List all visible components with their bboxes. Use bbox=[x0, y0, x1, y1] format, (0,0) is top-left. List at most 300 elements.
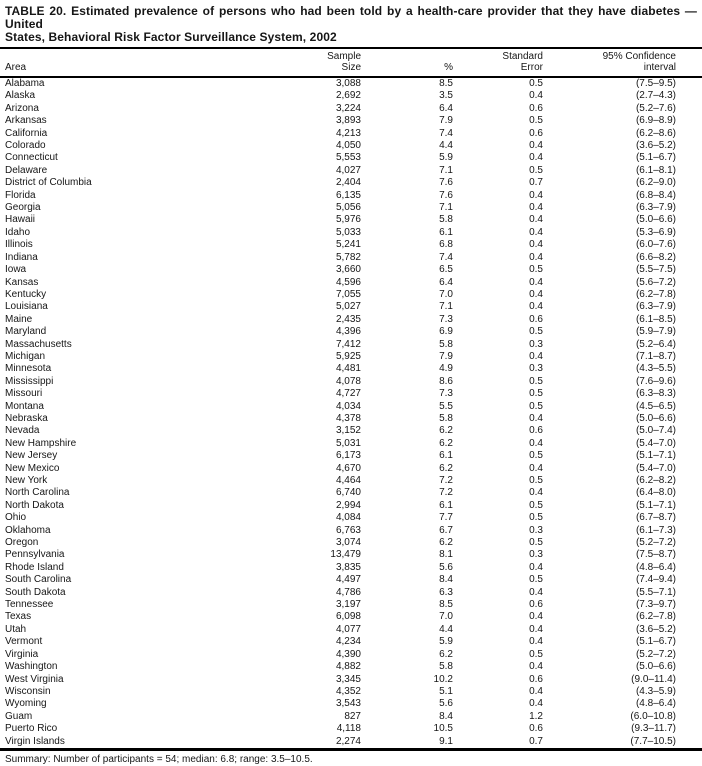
table-row bbox=[0, 512, 702, 524]
column-header-confidence-interval: 95% Confidence interval bbox=[545, 49, 702, 77]
confidence-interval-cell: (5.0–6.6) bbox=[635, 412, 676, 424]
area-cell: Washington bbox=[5, 661, 58, 673]
percent-cell: 7.6 bbox=[439, 189, 453, 201]
table-row bbox=[0, 177, 702, 189]
sample-size-cell: 4,213 bbox=[335, 127, 361, 139]
area-cell: New Mexico bbox=[5, 462, 60, 474]
confidence-interval-cell: (5.9–7.9) bbox=[635, 326, 676, 338]
area-cell: Maine bbox=[5, 313, 33, 325]
table-row bbox=[0, 413, 702, 425]
table-row bbox=[0, 388, 702, 400]
area-cell: Rhode Island bbox=[5, 561, 64, 573]
sample-size-cell: 6,763 bbox=[335, 524, 361, 536]
confidence-interval-cell: (4.5–6.5) bbox=[635, 400, 676, 412]
sample-size-cell: 5,782 bbox=[335, 251, 361, 263]
table-row bbox=[0, 252, 702, 264]
percent-cell: 5.8 bbox=[439, 338, 453, 350]
percent-cell: 6.4 bbox=[439, 276, 453, 288]
area-cell: Louisiana bbox=[5, 301, 48, 313]
table-row bbox=[0, 611, 702, 623]
percent-cell: 8.1 bbox=[439, 549, 453, 561]
standard-error-cell: 0.4 bbox=[529, 685, 543, 697]
sample-size-cell: 4,034 bbox=[335, 400, 361, 412]
table-row bbox=[0, 128, 702, 140]
confidence-interval-cell: (2.7–4.3) bbox=[635, 90, 676, 102]
table-row bbox=[0, 537, 702, 549]
column-header-area: Area bbox=[0, 49, 305, 77]
table-row bbox=[0, 636, 702, 648]
standard-error-cell: 0.5 bbox=[529, 388, 543, 400]
sample-size-cell: 4,727 bbox=[335, 388, 361, 400]
area-cell: Vermont bbox=[5, 636, 43, 648]
sample-size-cell: 4,050 bbox=[335, 140, 361, 152]
percent-cell: 6.1 bbox=[439, 450, 453, 462]
percent-cell: 6.3 bbox=[439, 586, 453, 598]
standard-error-cell: 0.4 bbox=[529, 611, 543, 623]
sample-size-cell: 4,118 bbox=[336, 723, 361, 735]
sample-size-cell: 7,412 bbox=[335, 338, 361, 350]
confidence-interval-cell: (7.5–9.5) bbox=[635, 78, 676, 89]
standard-error-cell: 0.5 bbox=[529, 574, 543, 586]
percent-cell: 6.2 bbox=[439, 648, 453, 660]
percent-cell: 7.0 bbox=[439, 288, 453, 300]
percent-cell: 7.9 bbox=[439, 115, 453, 127]
confidence-interval-cell: (6.1–8.5) bbox=[635, 313, 676, 325]
confidence-interval-cell: (5.2–7.2) bbox=[635, 537, 676, 549]
percent-cell: 6.2 bbox=[439, 462, 453, 474]
standard-error-cell: 0.5 bbox=[529, 375, 543, 387]
standard-error-cell: 0.5 bbox=[529, 648, 543, 660]
area-cell: Illinois bbox=[5, 239, 33, 251]
standard-error-cell: 0.5 bbox=[529, 264, 543, 276]
confidence-interval-cell: (6.3–8.3) bbox=[635, 388, 676, 400]
sample-size-cell: 2,435 bbox=[335, 313, 361, 325]
standard-error-cell: 0.4 bbox=[529, 350, 543, 362]
standard-error-cell: 0.4 bbox=[529, 586, 543, 598]
standard-error-cell: 0.4 bbox=[529, 623, 543, 635]
area-cell: Ohio bbox=[5, 512, 27, 524]
percent-cell: 7.9 bbox=[439, 350, 453, 362]
area-cell: Oregon bbox=[5, 537, 39, 549]
area-cell: Hawaii bbox=[5, 214, 36, 226]
standard-error-cell: 0.5 bbox=[529, 164, 543, 176]
standard-error-cell: 0.5 bbox=[529, 115, 543, 127]
sample-size-cell: 6,135 bbox=[335, 189, 361, 201]
area-cell: Tennessee bbox=[5, 599, 54, 611]
confidence-interval-cell: (6.2–8.6) bbox=[635, 127, 676, 139]
table-row bbox=[0, 525, 702, 537]
sample-size-cell: 4,481 bbox=[335, 363, 361, 375]
area-cell: Arkansas bbox=[5, 115, 47, 127]
standard-error-cell: 1.2 bbox=[529, 710, 543, 722]
sample-size-cell: 3,224 bbox=[335, 102, 361, 114]
table-row bbox=[0, 190, 702, 202]
confidence-interval-cell: (5.1–6.7) bbox=[635, 636, 676, 648]
sample-size-cell: 5,241 bbox=[335, 239, 361, 251]
table-title-line1: TABLE 20. Estimated prevalence of persons who had been told by a health-care provider that they have diabetes — United bbox=[5, 4, 697, 31]
percent-cell: 7.1 bbox=[439, 164, 453, 176]
area-cell: Virgin Islands bbox=[5, 735, 65, 747]
sample-size-cell: 4,786 bbox=[335, 586, 361, 598]
confidence-interval-cell: (5.2–6.4) bbox=[635, 338, 676, 350]
standard-error-cell: 0.3 bbox=[529, 363, 543, 375]
area-cell: Massachusetts bbox=[5, 338, 72, 350]
standard-error-cell: 0.3 bbox=[529, 524, 543, 536]
sample-size-cell: 6,098 bbox=[335, 611, 361, 623]
table-row bbox=[0, 314, 702, 326]
confidence-interval-cell: (6.4–8.0) bbox=[635, 487, 676, 499]
standard-error-cell: 0.5 bbox=[529, 78, 543, 89]
sample-size-cell: 5,553 bbox=[335, 152, 361, 164]
sample-size-cell: 4,670 bbox=[335, 462, 361, 474]
confidence-interval-cell: (6.2–7.8) bbox=[635, 611, 676, 623]
standard-error-cell: 0.6 bbox=[529, 599, 543, 611]
area-cell: Arizona bbox=[5, 102, 39, 114]
confidence-interval-cell: (5.4–7.0) bbox=[635, 437, 676, 449]
confidence-interval-cell: (5.1–7.1) bbox=[635, 499, 676, 511]
confidence-interval-cell: (5.2–7.2) bbox=[635, 648, 676, 660]
confidence-interval-cell: (5.1–7.1) bbox=[635, 450, 676, 462]
area-cell: Michigan bbox=[5, 350, 46, 362]
area-cell: Puerto Rico bbox=[5, 723, 58, 735]
table-row bbox=[0, 562, 702, 574]
area-cell: Wyoming bbox=[5, 698, 47, 710]
percent-cell: 5.1 bbox=[439, 685, 453, 697]
percent-cell: 8.4 bbox=[439, 574, 453, 586]
confidence-interval-cell: (6.8–8.4) bbox=[635, 189, 676, 201]
percent-cell: 6.9 bbox=[439, 326, 453, 338]
percent-cell: 7.2 bbox=[439, 475, 453, 486]
table-row bbox=[0, 686, 702, 698]
sample-size-cell: 4,882 bbox=[335, 661, 361, 673]
percent-cell: 7.2 bbox=[439, 487, 453, 499]
confidence-interval-cell: (5.0–7.4) bbox=[635, 425, 676, 437]
area-cell: California bbox=[5, 127, 48, 139]
standard-error-cell: 0.4 bbox=[529, 288, 543, 300]
header-row bbox=[0, 49, 702, 77]
confidence-interval-cell: (6.3–7.9) bbox=[635, 202, 676, 214]
confidence-interval-cell: (6.9–8.9) bbox=[635, 115, 676, 127]
confidence-interval-cell: (6.2–7.8) bbox=[635, 288, 676, 300]
table-row bbox=[0, 339, 702, 351]
confidence-interval-cell: (4.8–6.4) bbox=[635, 698, 676, 710]
standard-error-cell: 0.4 bbox=[529, 636, 543, 648]
standard-error-cell: 0.4 bbox=[529, 301, 543, 313]
sample-size-cell: 4,596 bbox=[335, 276, 361, 288]
sample-size-cell: 3,835 bbox=[335, 561, 361, 573]
percent-cell: 8.5 bbox=[439, 78, 453, 89]
area-cell: Utah bbox=[5, 623, 27, 635]
standard-error-cell: 0.5 bbox=[529, 499, 543, 511]
area-cell: Guam bbox=[5, 710, 33, 722]
confidence-interval-cell: (6.0–7.6) bbox=[635, 239, 676, 251]
percent-cell: 8.4 bbox=[439, 710, 453, 722]
sample-size-cell: 3,074 bbox=[335, 537, 361, 549]
area-cell: Alaska bbox=[5, 90, 36, 102]
area-cell: Maryland bbox=[5, 326, 47, 338]
sample-size-cell: 6,173 bbox=[335, 450, 361, 462]
table-row bbox=[0, 165, 702, 177]
sample-size-cell: 5,031 bbox=[335, 437, 361, 449]
percent-cell: 3.5 bbox=[439, 90, 453, 102]
standard-error-cell: 0.4 bbox=[529, 226, 543, 238]
table-row bbox=[0, 500, 702, 512]
percent-cell: 8.5 bbox=[439, 599, 453, 611]
confidence-interval-cell: (7.7–10.5) bbox=[630, 735, 676, 747]
table-row bbox=[0, 723, 702, 735]
percent-cell: 6.2 bbox=[439, 437, 453, 449]
table-row bbox=[0, 227, 702, 239]
percent-cell: 7.7 bbox=[439, 512, 453, 524]
table-title bbox=[0, 5, 702, 44]
table-row bbox=[0, 401, 702, 413]
standard-error-cell: 0.4 bbox=[529, 276, 543, 288]
percent-cell: 7.3 bbox=[439, 388, 453, 400]
percent-cell: 4.4 bbox=[439, 140, 453, 152]
sample-size-cell: 4,234 bbox=[335, 636, 361, 648]
table-row bbox=[0, 326, 702, 338]
percent-cell: 6.1 bbox=[439, 226, 453, 238]
sample-size-cell: 3,543 bbox=[335, 698, 361, 710]
sample-size-cell: 4,077 bbox=[335, 623, 361, 635]
table-row bbox=[0, 487, 702, 499]
standard-error-cell: 0.6 bbox=[529, 673, 543, 685]
area-cell: Idaho bbox=[5, 226, 31, 238]
table-row bbox=[0, 140, 702, 152]
standard-error-cell: 0.4 bbox=[529, 152, 543, 164]
area-cell: North Dakota bbox=[5, 499, 64, 511]
standard-error-cell: 0.5 bbox=[529, 475, 543, 486]
percent-cell: 5.8 bbox=[439, 661, 453, 673]
table-row bbox=[0, 239, 702, 251]
table-title-line2: States, Behavioral Risk Factor Surveillance System, 2002 bbox=[5, 30, 337, 44]
table-row bbox=[0, 661, 702, 673]
sample-size-cell: 3,088 bbox=[335, 78, 361, 89]
table-row bbox=[0, 214, 702, 226]
table-row bbox=[0, 77, 702, 90]
confidence-interval-cell: (6.0–10.8) bbox=[630, 710, 676, 722]
sample-size-cell: 5,027 bbox=[335, 301, 361, 313]
sample-size-cell: 2,994 bbox=[335, 499, 361, 511]
area-cell: Oklahoma bbox=[5, 524, 51, 536]
summary-line: Summary: Number of participants = 54; median: 6.8; range: 3.5–10.5. bbox=[5, 753, 313, 765]
percent-cell: 5.8 bbox=[439, 214, 453, 226]
column-header-percent: % bbox=[369, 49, 457, 77]
prevalence-table bbox=[0, 49, 702, 751]
standard-error-cell: 0.4 bbox=[529, 561, 543, 573]
percent-cell: 6.2 bbox=[439, 537, 453, 549]
sample-size-cell: 4,078 bbox=[335, 375, 361, 387]
table-row bbox=[0, 115, 702, 127]
sample-size-cell: 4,352 bbox=[335, 685, 361, 697]
percent-cell: 5.8 bbox=[439, 412, 453, 424]
standard-error-cell: 0.3 bbox=[529, 549, 543, 561]
sample-size-cell: 3,893 bbox=[335, 115, 361, 127]
area-cell: New York bbox=[5, 475, 48, 486]
confidence-interval-cell: (4.3–5.5) bbox=[635, 363, 676, 375]
percent-cell: 10.2 bbox=[433, 673, 453, 685]
table-row bbox=[0, 425, 702, 437]
table-row bbox=[0, 475, 702, 487]
sample-size-cell: 4,378 bbox=[335, 412, 361, 424]
table-row bbox=[0, 574, 702, 586]
sample-size-cell: 5,033 bbox=[335, 226, 361, 238]
standard-error-cell: 0.5 bbox=[529, 450, 543, 462]
area-cell: North Carolina bbox=[5, 487, 70, 499]
sample-size-cell: 4,464 bbox=[335, 475, 361, 486]
area-cell: Alabama bbox=[5, 78, 45, 89]
percent-cell: 7.1 bbox=[439, 202, 453, 214]
confidence-interval-cell: (5.6–7.2) bbox=[635, 276, 676, 288]
percent-cell: 7.4 bbox=[439, 251, 453, 263]
confidence-interval-cell: (6.1–8.1) bbox=[635, 164, 676, 176]
sample-size-cell: 4,497 bbox=[335, 574, 361, 586]
sample-size-cell: 5,925 bbox=[335, 350, 361, 362]
standard-error-cell: 0.4 bbox=[529, 239, 543, 251]
percent-cell: 7.6 bbox=[439, 177, 453, 189]
percent-cell: 4.9 bbox=[439, 363, 453, 375]
sample-size-cell: 3,660 bbox=[335, 264, 361, 276]
standard-error-cell: 0.6 bbox=[529, 425, 543, 437]
confidence-interval-cell: (5.0–6.6) bbox=[635, 661, 676, 673]
area-cell: Minnesota bbox=[5, 363, 52, 375]
column-header-sample-size: Sample Size bbox=[305, 49, 369, 77]
area-cell: Iowa bbox=[5, 264, 27, 276]
area-cell: Colorado bbox=[5, 140, 46, 152]
sample-size-cell: 4,390 bbox=[335, 648, 361, 660]
confidence-interval-cell: (6.1–7.3) bbox=[635, 524, 676, 536]
percent-cell: 6.1 bbox=[439, 499, 453, 511]
table-body bbox=[0, 77, 702, 749]
standard-error-cell: 0.6 bbox=[529, 102, 543, 114]
confidence-interval-cell: (6.2–9.0) bbox=[635, 177, 676, 189]
confidence-interval-cell: (3.6–5.2) bbox=[635, 140, 676, 152]
sample-size-cell: 6,740 bbox=[335, 487, 361, 499]
table-row bbox=[0, 376, 702, 388]
standard-error-cell: 0.4 bbox=[529, 698, 543, 710]
confidence-interval-cell: (6.3–7.9) bbox=[635, 301, 676, 313]
standard-error-cell: 0.4 bbox=[529, 90, 543, 102]
table-row bbox=[0, 438, 702, 450]
table-row bbox=[0, 549, 702, 561]
standard-error-cell: 0.4 bbox=[529, 189, 543, 201]
table-row bbox=[0, 463, 702, 475]
area-cell: Indiana bbox=[5, 251, 38, 263]
percent-cell: 5.6 bbox=[439, 698, 453, 710]
percent-cell: 6.5 bbox=[439, 264, 453, 276]
table-row bbox=[0, 736, 702, 750]
area-cell: Nevada bbox=[5, 425, 40, 437]
table-row bbox=[0, 363, 702, 375]
sample-size-cell: 3,345 bbox=[335, 673, 361, 685]
table-header bbox=[0, 49, 702, 77]
confidence-interval-cell: (5.3–6.9) bbox=[635, 226, 676, 238]
area-cell: Montana bbox=[5, 400, 44, 412]
table-row bbox=[0, 711, 702, 723]
area-cell: Missouri bbox=[5, 388, 43, 400]
sample-size-cell: 5,056 bbox=[335, 202, 361, 214]
sample-size-cell: 2,404 bbox=[335, 177, 361, 189]
sample-size-cell: 7,055 bbox=[335, 288, 361, 300]
standard-error-cell: 0.7 bbox=[529, 735, 543, 747]
area-cell: Kansas bbox=[5, 276, 39, 288]
percent-cell: 5.9 bbox=[439, 636, 453, 648]
standard-error-cell: 0.4 bbox=[529, 412, 543, 424]
standard-error-cell: 0.4 bbox=[529, 140, 543, 152]
confidence-interval-cell: (3.6–5.2) bbox=[635, 623, 676, 635]
confidence-interval-cell: (7.5–8.7) bbox=[635, 549, 676, 561]
confidence-interval-cell: (5.5–7.1) bbox=[635, 586, 676, 598]
standard-error-cell: 0.3 bbox=[529, 338, 543, 350]
area-cell: Delaware bbox=[5, 164, 48, 176]
percent-cell: 5.9 bbox=[439, 152, 453, 164]
percent-cell: 10.5 bbox=[433, 723, 453, 735]
table-row bbox=[0, 599, 702, 611]
column-header-standard-error: Standard Error bbox=[457, 49, 545, 77]
standard-error-cell: 0.4 bbox=[529, 214, 543, 226]
confidence-interval-cell: (7.6–9.6) bbox=[635, 375, 676, 387]
table-row bbox=[0, 587, 702, 599]
area-cell: New Jersey bbox=[5, 450, 58, 462]
standard-error-cell: 0.4 bbox=[529, 462, 543, 474]
confidence-interval-cell: (5.2–7.6) bbox=[635, 102, 676, 114]
area-cell: Mississippi bbox=[5, 375, 54, 387]
confidence-interval-cell: (6.2–8.2) bbox=[635, 475, 676, 486]
standard-error-cell: 0.6 bbox=[529, 313, 543, 325]
table-row bbox=[0, 202, 702, 214]
table-row bbox=[0, 301, 702, 313]
percent-cell: 5.5 bbox=[439, 400, 453, 412]
sample-size-cell: 4,027 bbox=[335, 164, 361, 176]
confidence-interval-cell: (9.3–11.7) bbox=[631, 723, 676, 735]
sample-size-cell: 2,274 bbox=[335, 735, 361, 747]
confidence-interval-cell: (5.0–6.6) bbox=[635, 214, 676, 226]
percent-cell: 4.4 bbox=[439, 623, 453, 635]
standard-error-cell: 0.4 bbox=[529, 661, 543, 673]
percent-cell: 7.0 bbox=[439, 611, 453, 623]
confidence-interval-cell: (4.8–6.4) bbox=[635, 561, 676, 573]
table-row bbox=[0, 698, 702, 710]
standard-error-cell: 0.4 bbox=[529, 487, 543, 499]
area-cell: Connecticut bbox=[5, 152, 58, 164]
confidence-interval-cell: (7.4–9.4) bbox=[635, 574, 676, 586]
percent-cell: 6.4 bbox=[439, 102, 453, 114]
standard-error-cell: 0.6 bbox=[529, 127, 543, 139]
standard-error-cell: 0.7 bbox=[529, 177, 543, 189]
table-row bbox=[0, 351, 702, 363]
confidence-interval-cell: (4.3–5.9) bbox=[635, 685, 676, 697]
sample-size-cell: 4,084 bbox=[335, 512, 361, 524]
area-cell: Nebraska bbox=[5, 412, 48, 424]
confidence-interval-cell: (5.5–7.5) bbox=[635, 264, 676, 276]
percent-cell: 5.6 bbox=[439, 561, 453, 573]
table-row bbox=[0, 289, 702, 301]
table-row bbox=[0, 624, 702, 636]
sample-size-cell: 4,396 bbox=[335, 326, 361, 338]
percent-cell: 6.8 bbox=[439, 239, 453, 251]
area-cell: West Virginia bbox=[5, 673, 64, 685]
confidence-interval-cell: (6.7–8.7) bbox=[635, 512, 676, 524]
area-cell: Kentucky bbox=[5, 288, 47, 300]
percent-cell: 6.7 bbox=[439, 524, 453, 536]
sample-size-cell: 3,197 bbox=[335, 599, 361, 611]
area-cell: South Dakota bbox=[5, 586, 66, 598]
table-row bbox=[0, 277, 702, 289]
area-cell: District of Columbia bbox=[5, 177, 92, 189]
percent-cell: 9.1 bbox=[439, 735, 453, 747]
percent-cell: 7.4 bbox=[439, 127, 453, 139]
area-cell: South Carolina bbox=[5, 574, 72, 586]
